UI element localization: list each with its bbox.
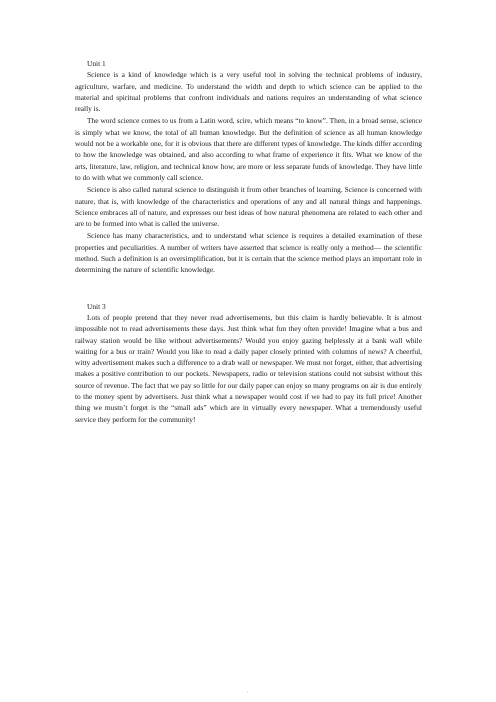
unit-3-heading: Unit 3 <box>87 301 106 311</box>
page-footer-mark: · 1 · <box>244 690 252 694</box>
unit-1-paragraph-1: Science is a kind of knowledge which is a very useful tool in solving the technical problems of industry, agriculture, warfare, and medicine. To understand the width and depth to which science can be applied to the material and spiritual problems that confront individuals and nations requires an understanding of what science really is. <box>75 70 422 114</box>
unit-1-heading: Unit 1 <box>87 59 106 68</box>
unit-1-paragraph-4: Science has many characteristics, and to understand what science is requires a detailed examination of these properties and peculiarities. A number of writers have asserted that science is really only a method— the scientific method. Such a definition is an oversimplification, but it is certain that the science method plays an important role in determining the nature of scientific knowledge. <box>75 231 422 275</box>
unit-3-section <box>75 301 422 425</box>
page-header-mark: ····· <box>244 8 252 12</box>
document-body <box>75 58 422 425</box>
unit-1-section <box>75 58 422 276</box>
unit-1-paragraph-3: Science is also called natural science to distinguish it from other branches of learning. Science is concerned with nature, that is, with knowledge of the characteristics and operations of any and all natural things and happenings. Science embraces all of nature, and expresses our best ideas of how natural phenomena are related to each other and are to be formed into what is called the universe. <box>75 185 422 229</box>
unit-1-paragraph-2: The word science comes to us from a Latin word, scire, which means “to know”. Then, in a broad sense, science is simply what we know, the total of all human knowledge. But the definition of science as all human knowledge would not be a workable one, for it is obvious that there are different types of knowledge. The kinds differ according to how the knowledge was obtained, and also according to what frame of experience it fits. What we know of the arts, literature, law, religion, and technical know how, are more or less separate funds of knowledge. They have little to do with what we commonly call science. <box>75 116 422 182</box>
unit-3-paragraph-1: Lots of people pretend that they never read advertisements, but this claim is hardly believable. It is almost impossible not to read advertisements these days. Just think what fun they often provide! Imagine what a bus and railway station would be like without advertisements? Would you enjoy gazing helplessly at a bank wall while waiting for a bus or train? Would you like to read a daily paper closely printed with columns of news? A cheerful, witty advertisement makes such a difference to a drab wall or newspaper. We must not forget, either, that advertising makes a positive contribution to our pockets. Newspapers, radio or television stations could not subsist without this source of revenue. The fact that we pay so little for our daily paper can enjoy so many programs on air is due entirely to the money spent by advertisers. Just think what a newspaper would cost if we had to pay its full price! Another thing we mustn’t forget is the “small ads” which are in virtually every newspaper. What a tremendously useful service they perform for the community! <box>75 312 422 424</box>
